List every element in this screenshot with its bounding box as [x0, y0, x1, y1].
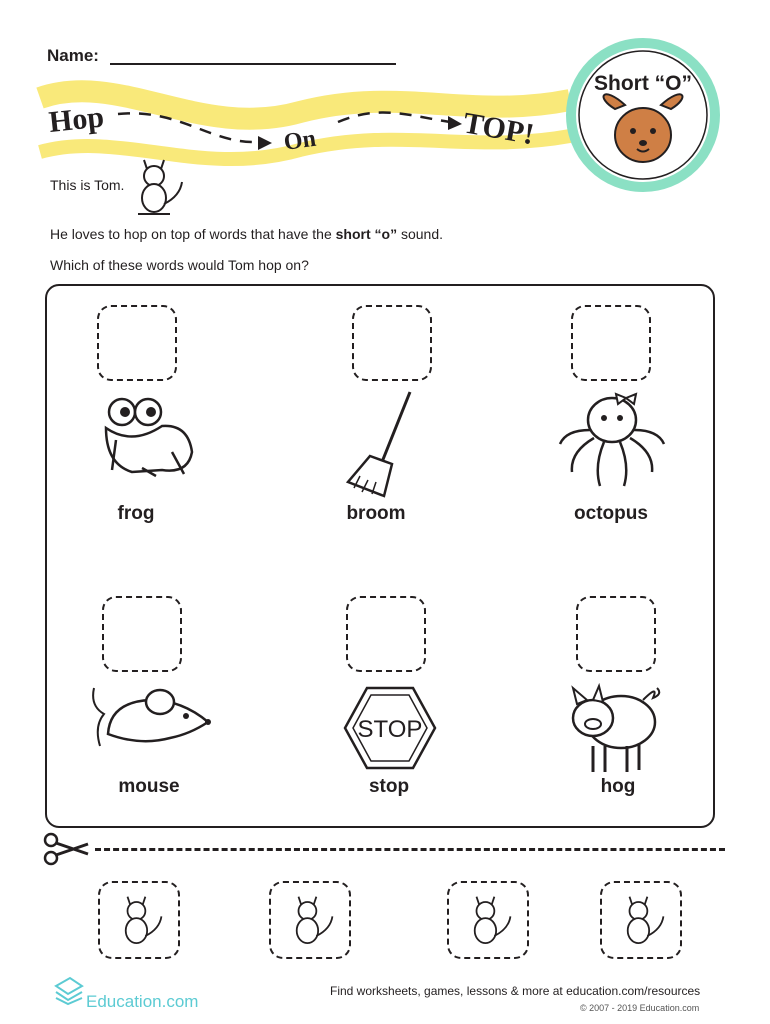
word-mouse: mouse [118, 776, 180, 797]
word-frog: frog [117, 503, 155, 524]
education-logo-icon [52, 976, 84, 1006]
word-broom: broom [346, 503, 406, 524]
kangaroo-icon [286, 886, 336, 952]
octopus-icon [556, 390, 668, 490]
word-octopus: octopus [574, 503, 648, 524]
title-banner [0, 60, 600, 180]
checkbox-mouse[interactable] [102, 596, 182, 672]
kangaroo-icon [617, 886, 667, 952]
checkbox-octopus[interactable] [571, 305, 651, 381]
intro-line-2: He loves to hop on top of words that have the short “o” sound. [50, 226, 444, 242]
kangaroo-icon [115, 886, 165, 952]
mouse-icon [90, 686, 216, 756]
badge-title: Short “O” [594, 72, 692, 95]
short-o-badge [565, 37, 721, 193]
stop-sign-text: STOP [357, 716, 423, 743]
word-hog: hog [600, 776, 636, 797]
pig-icon [563, 680, 667, 776]
education-logo-text[interactable]: Education.com [86, 992, 199, 1011]
cut-line [95, 848, 725, 851]
word-stop: stop [368, 776, 410, 797]
broom-icon [340, 388, 420, 500]
title-top: TOP! [460, 106, 537, 152]
name-label: Name: [47, 46, 99, 65]
footer-text: Find worksheets, games, lessons & more at education.com/resources [330, 984, 701, 998]
checkbox-frog[interactable] [97, 305, 177, 381]
checkbox-hog[interactable] [576, 596, 656, 672]
checkbox-stop[interactable] [346, 596, 426, 672]
copyright: © 2007 - 2019 Education.com [580, 1003, 700, 1013]
intro-line-3: Which of these words would Tom hop on? [50, 257, 309, 273]
checkbox-broom[interactable] [352, 305, 432, 381]
tom-kangaroo-icon [130, 152, 186, 218]
frog-icon [92, 394, 198, 480]
stop-sign-icon [343, 686, 437, 770]
title-hop: Hop [47, 100, 106, 139]
intro-line-1: This is Tom. [50, 177, 125, 193]
kangaroo-icon [464, 886, 514, 952]
title-on: On [282, 125, 318, 156]
scissors-icon [42, 832, 92, 866]
